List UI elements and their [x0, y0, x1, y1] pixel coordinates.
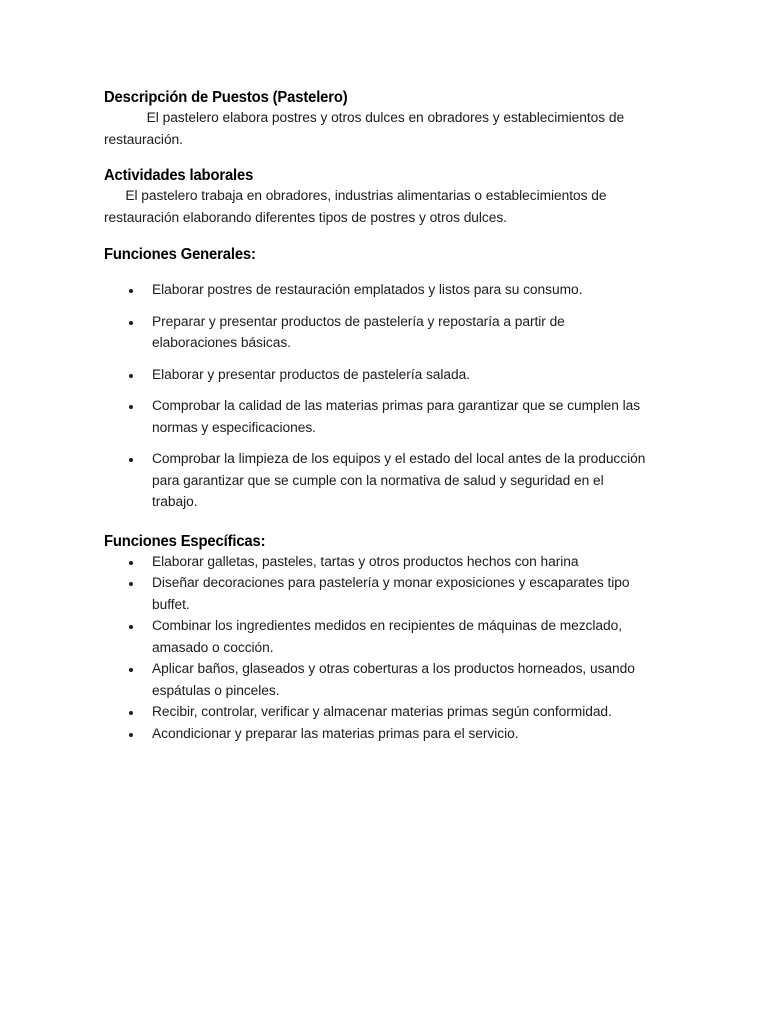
- list-item-text: Comprobar la calidad de las materias primas para garantizar que se cumplen las normas y especificaciones.: [152, 398, 641, 436]
- list-item: [104, 702, 666, 724]
- list-item: [104, 449, 666, 514]
- list-item: [104, 724, 666, 746]
- list-item-text: Recibir, controlar, verificar y almacenar materias primas según conformidad.: [152, 704, 612, 720]
- list-item: [104, 573, 666, 616]
- list-item-text: Aplicar baños, glaseados y otras coberturas a los productos horneados, usando espátulas o pinceles.: [152, 661, 635, 699]
- intro-paragraph: El pastelero elabora postres y otros dulces en obradores y establecimientos de restauración.: [104, 110, 625, 148]
- list-item-text: Elaborar postres de restauración emplatados y listos para su consumo.: [152, 282, 583, 298]
- list-item-text: Diseñar decoraciones para pastelería y monar exposiciones y escaparates tipo buffet.: [152, 575, 630, 613]
- list-item: [104, 552, 666, 574]
- list-item-text: Preparar y presentar productos de pastelería y repostaría a partir de elaboraciones básicas.: [152, 313, 565, 351]
- list-item: [104, 365, 666, 387]
- spacer-after-actividades: [104, 229, 666, 245]
- actividades-paragraph: El pastelero trabaja en obradores, industrias alimentarias o establecimientos de restauración elaborando diferentes tipos de postres y otros dulces.: [104, 188, 607, 226]
- spacer-after-generales-list: [104, 514, 666, 532]
- list-item: [104, 659, 666, 702]
- list-item-text: Combinar los ingredientes medidos en recipientes de máquinas de mezclado, amasado o cocción.: [152, 618, 622, 656]
- page-title: Descripción de Puestos (Pastelero): [104, 89, 348, 106]
- funciones-generales-list: [104, 280, 666, 514]
- list-item-text: Acondicionar y preparar las materias primas para el servicio.: [152, 725, 519, 742]
- document-body: [104, 88, 666, 745]
- spacer-before-generales-list: [104, 265, 666, 280]
- heading-actividades-laborales: Actividades laborales: [104, 167, 254, 184]
- funciones-especificas-list: [104, 552, 666, 746]
- list-item: [104, 396, 666, 439]
- heading-funciones-especificas: Funciones Específicas:: [104, 532, 266, 550]
- list-item-text: Comprobar la limpieza de los equipos y el estado del local antes de la producción para garantizar que se cumple con la normativa de salud y seguridad en el trabajo.: [152, 451, 646, 510]
- list-item: [104, 280, 666, 302]
- heading-funciones-generales: Funciones Generales:: [104, 246, 256, 263]
- list-item: [104, 312, 666, 355]
- list-item-text: Elaborar galletas, pasteles, tartas y otros productos hechos con harina: [152, 553, 579, 570]
- list-item-text: Elaborar y presentar productos de pastelería salada.: [152, 366, 471, 383]
- spacer-after-intro: [104, 151, 666, 166]
- list-item: [104, 616, 666, 659]
